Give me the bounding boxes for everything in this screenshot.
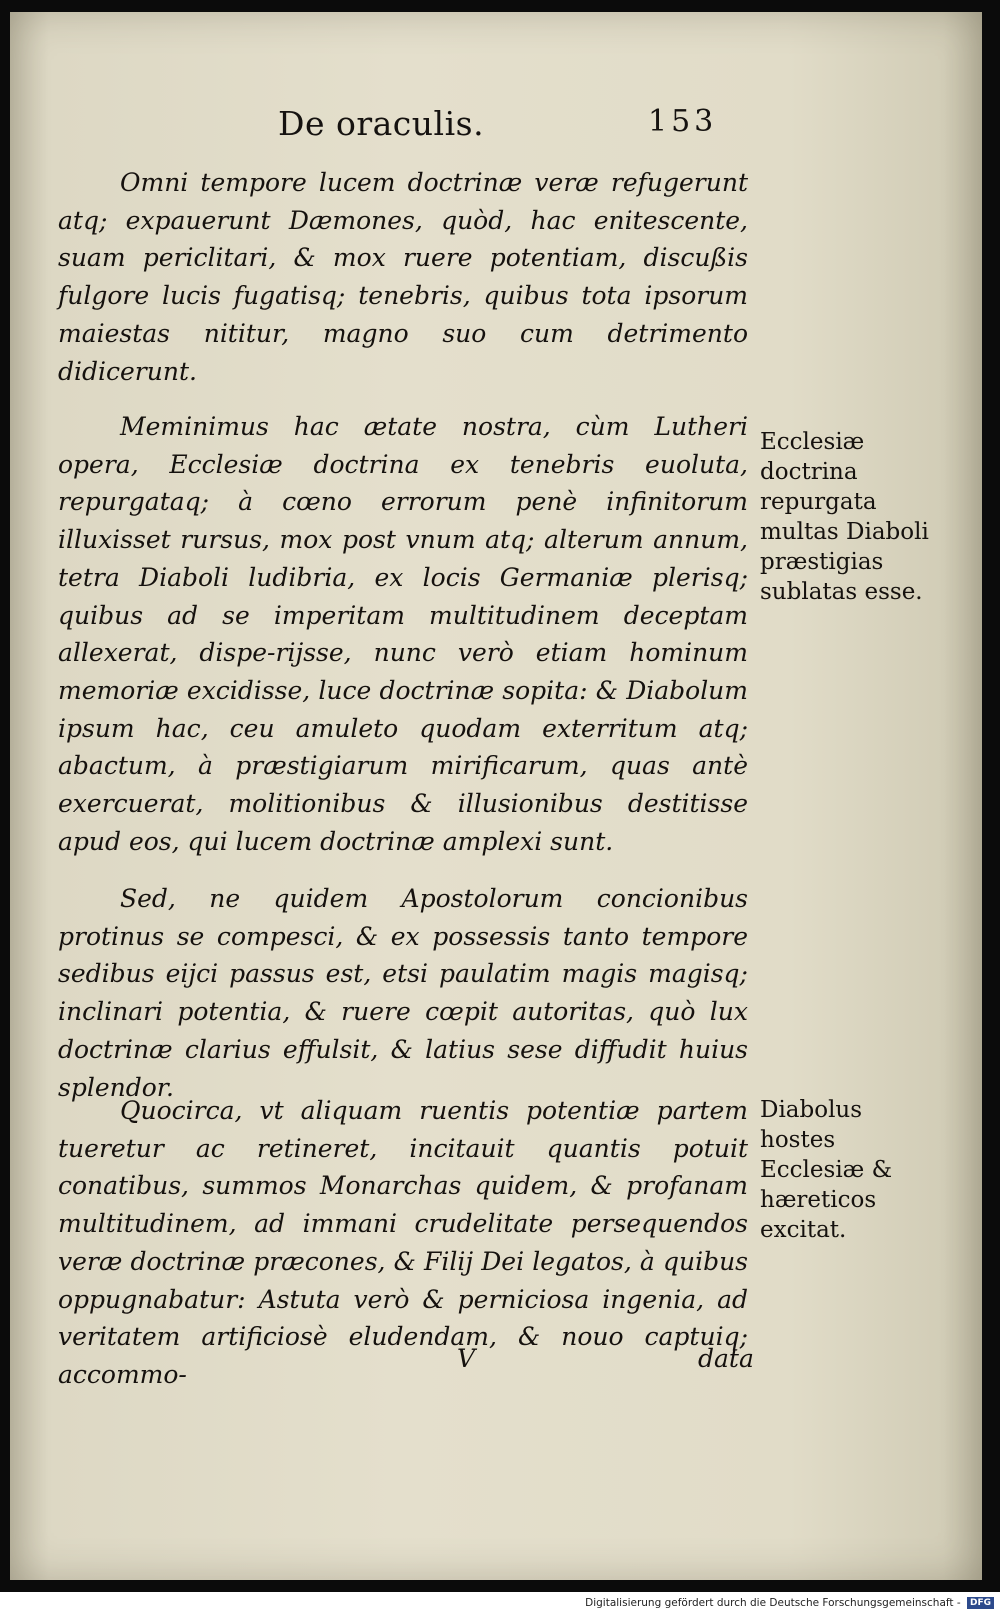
page-number: 153 bbox=[648, 104, 718, 139]
paragraph: Meminimus hac ætate nostra, cùm Lutheri opera, Ecclesiæ doctrina ex tenebris euoluta, repurgataq; à cœno errorum penè infinitorum illuxisset rursus, mox post vnum atq; alterum annum, tetra Diaboli ludibria, ex locis Germaniæ plerisq; quibus ad se imperitam multitudinem deceptam allexerat, dispe-rijsse, nunc verò etiam hominum memoriæ excidisse, luce doctrinæ sopita: & Diabolum ipsum hac, ceu amuleto quodam exterritum atq; abactum, à præstigiarum mirificarum, quas antè exercuerat, molitionibus & illusionibus destitisse apud eos, qui lucem doctrinæ amplexi sunt. bbox=[58, 412, 748, 856]
marginal-note: Diabolus hostes Ecclesiæ & hæreticos excitat. bbox=[760, 1097, 893, 1243]
paragraph: Quocirca, vt aliquam ruentis potentiæ partem tueretur ac retineret, incitauit quantis potuit conatibus, summos Monarchas quidem, & profanam multitudinem, ad immani crudelitate persequendos veræ doctrinæ præcones, & Filij Dei legatos, à quibus oppugnabatur: Astuta verò & perniciosa ingenia, ad veritatem artificiosè eludendam, & nouo captuiq; accommo- bbox=[58, 1096, 748, 1389]
book-page bbox=[10, 12, 982, 1580]
dfg-logo[interactable]: DFG bbox=[967, 1597, 994, 1609]
digitization-footer bbox=[585, 1597, 994, 1609]
marginal-note: Ecclesiæ doctrina repurgata multas Diaboli præstigias sublatas esse. bbox=[760, 429, 929, 605]
footer-text: Digitalisierung gefördert durch die Deutsche Forschungsgemeinschaft - bbox=[585, 1597, 961, 1609]
running-head: De oraculis. bbox=[278, 104, 485, 143]
paragraph: Omni tempore lucem doctrinæ veræ refugerunt atq; expauerunt Dæmones, quòd, hac enitescente, suam periclitari, & mox ruere potentiam, discußis fulgore lucis fugatisq; tenebris, quibus tota ipsorum maiestas nititur, magno suo cum detrimento didicerunt. bbox=[58, 168, 748, 386]
paragraph: Sed, ne quidem Apostolorum concionibus protinus se compesci, & ex possessis tanto tempore sedibus eijci passus est, etsi paulatim magis magisq; inclinari potentia, & ruere cœpit autoritas, quò lux doctrinæ clarius effulsit, & latius sese diffudit huius splendor. bbox=[58, 884, 748, 1102]
catchword: data bbox=[698, 1344, 754, 1373]
signature-mark: V bbox=[457, 1344, 476, 1373]
